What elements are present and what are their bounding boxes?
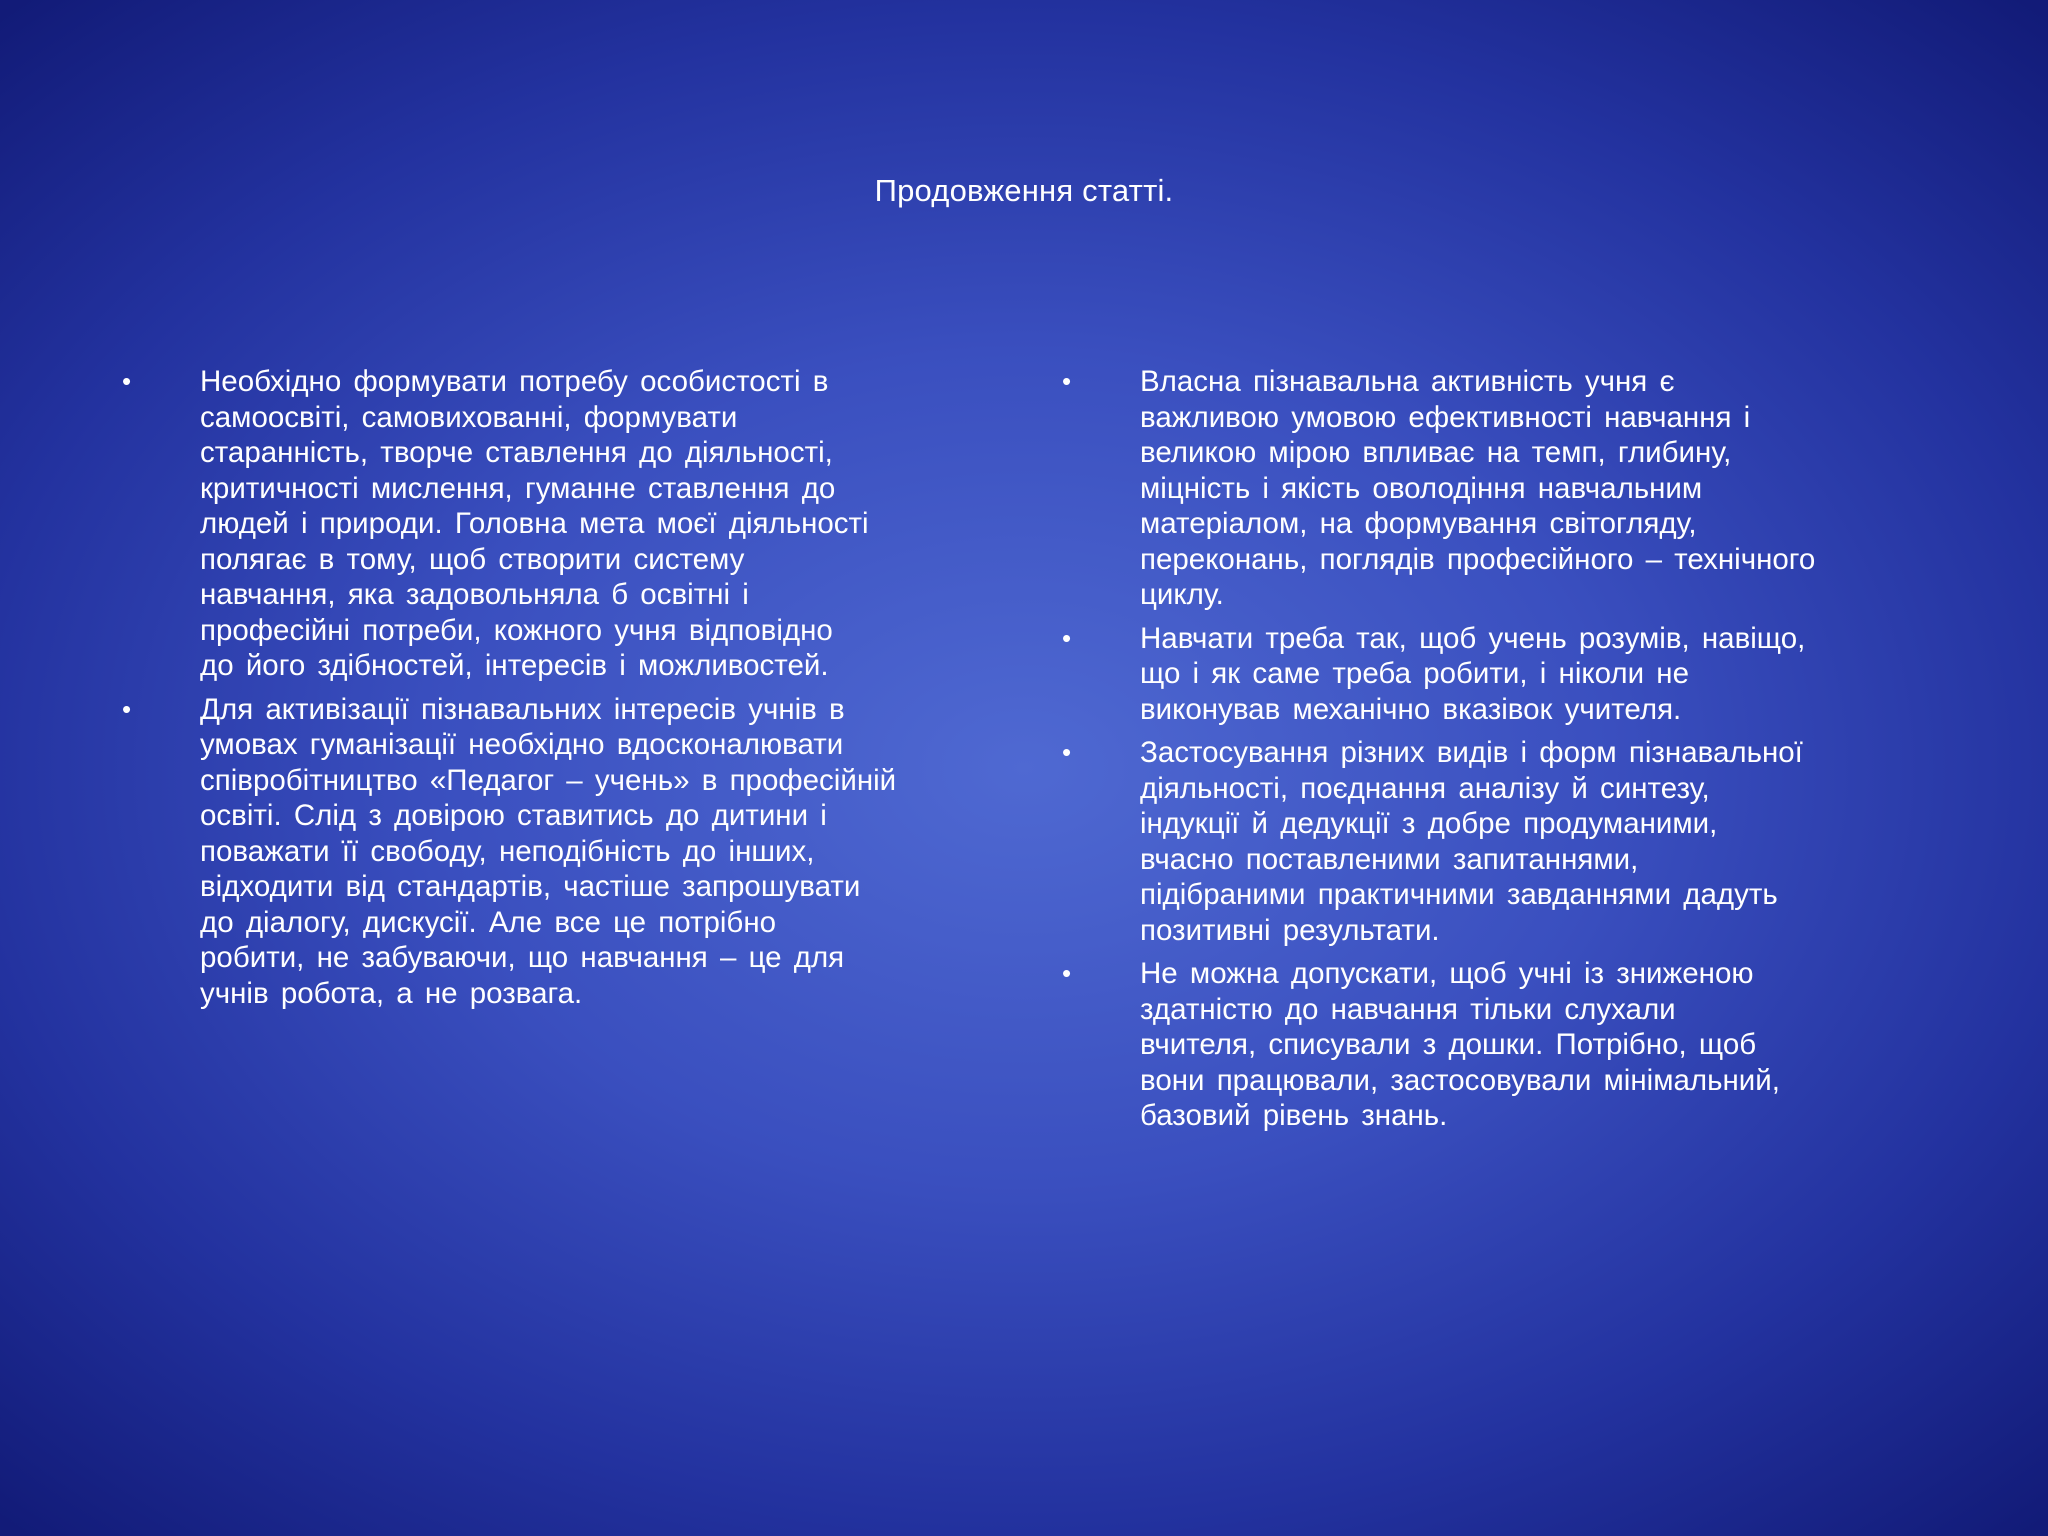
- bullet-text-line: співробітництво «Педагог – учень» в професійній: [200, 763, 897, 797]
- bullet-text-line: Застосування різних видів і форм пізнавальної: [1140, 736, 1803, 769]
- bullet-text-line: виконував механічно вказівок учителя.: [1140, 692, 1682, 726]
- bullet-text-line: до діалогу, дискусії. Але все це потрібно: [200, 905, 777, 939]
- bullet-text-line: Навчати треба так, щоб учень розумів, навіщо,: [1140, 621, 1806, 655]
- bullet-icon: •: [1062, 622, 1072, 653]
- bullet-text-line: підібраними практичними завданнями дадуть: [1140, 878, 1778, 911]
- right-bullet-item-2: [1058, 621, 1958, 728]
- bullet-text-line: базовий рівень знань.: [1140, 1099, 1448, 1132]
- bullet-text-line: великою мірою впливає на темп, глибину,: [1140, 436, 1732, 469]
- bullet-text-line: полягає в тому, щоб створити систему: [200, 542, 745, 576]
- bullet-text-line: вони працювали, застосовували мінімальний,: [1140, 1063, 1780, 1097]
- bullet-text-line: що і як саме треба робити, і ніколи не: [1140, 657, 1689, 690]
- bullet-text-line: Не можна допускати, щоб учні із зниженою: [1140, 957, 1754, 990]
- right-bullet-item-1: [1058, 364, 1958, 613]
- bullet-text-line: старанність, творче ставлення до діяльності,: [200, 436, 833, 469]
- bullet-text-line: робити, не забуваючи, що навчання – це для: [200, 941, 845, 974]
- slide-title: Продовження статті.: [874, 173, 1174, 208]
- bullet-text-line: Необхідно формувати потребу особистості в: [200, 365, 829, 398]
- right-bullet-item-4: [1058, 956, 1958, 1134]
- bullet-text-line: Власна пізнавальна активність учня є: [1140, 365, 1675, 398]
- bullet-text-line: поважати її свободу, неподібність до інших,: [200, 834, 815, 868]
- bullet-text-line: самоосвіті, самовихованні, формувати: [200, 400, 738, 434]
- bullet-icon: •: [122, 366, 132, 396]
- bullet-text-line: навчання, яка задовольняла б освітні і: [200, 578, 749, 611]
- bullet-text-line: діяльності, поєднання аналізу й синтезу,: [1140, 771, 1710, 805]
- bullet-text-line: учнів робота, а не розвага.: [200, 976, 583, 1010]
- bullet-text-line: важливою умовою ефективності навчання і: [1140, 400, 1751, 434]
- bullet-text-line: критичності мислення, гуманне ставлення до: [200, 471, 836, 505]
- bullet-text-line: вчасно поставленими запитаннями,: [1140, 842, 1639, 876]
- bullet-text-line: умовах гуманізації необхідно вдосконалювати: [200, 728, 844, 761]
- bullet-text-line: професійні потреби, кожного учня відповідно: [200, 613, 833, 647]
- bullet-icon: •: [1062, 366, 1072, 396]
- bullet-text-line: позитивні результати.: [1140, 913, 1440, 947]
- left-bullet-item-2: [118, 692, 1018, 1012]
- bullet-text-line: вчителя, списували з дошки. Потрібно, щоб: [1140, 1028, 1757, 1061]
- bullet-icon: •: [122, 693, 132, 724]
- left-column: [118, 364, 1018, 1019]
- bullet-text-line: до його здібностей, інтересів і можливостей.: [200, 649, 829, 682]
- bullet-text-line: здатністю до навчання тільки слухали: [1140, 992, 1676, 1026]
- bullet-text-line: циклу.: [1140, 578, 1224, 611]
- bullet-text-line: індукції й дедукції з добре продуманими,: [1140, 807, 1718, 840]
- left-bullet-item-1: [118, 364, 1018, 684]
- right-column: [1058, 364, 1958, 1142]
- bullet-text-line: Для активізації пізнавальних інтересів учнів в: [200, 692, 845, 726]
- bullet-text-line: матеріалом, на формування світогляду,: [1140, 507, 1697, 540]
- bullet-icon: •: [1062, 737, 1072, 767]
- bullet-text-line: міцність і якість оволодіння навчальним: [1140, 471, 1703, 505]
- bullet-text-line: людей і природи. Головна мета моєї діяльності: [200, 507, 869, 540]
- right-bullet-item-3: [1058, 735, 1958, 948]
- bullet-text-line: переконань, поглядів професійного – технічного: [1140, 542, 1816, 576]
- bullet-icon: •: [1062, 958, 1072, 988]
- bullet-text-line: відходити від стандартів, частіше запрошувати: [200, 870, 861, 903]
- bullet-text-line: освіті. Слід з довірою ставитись до дитини і: [200, 799, 827, 832]
